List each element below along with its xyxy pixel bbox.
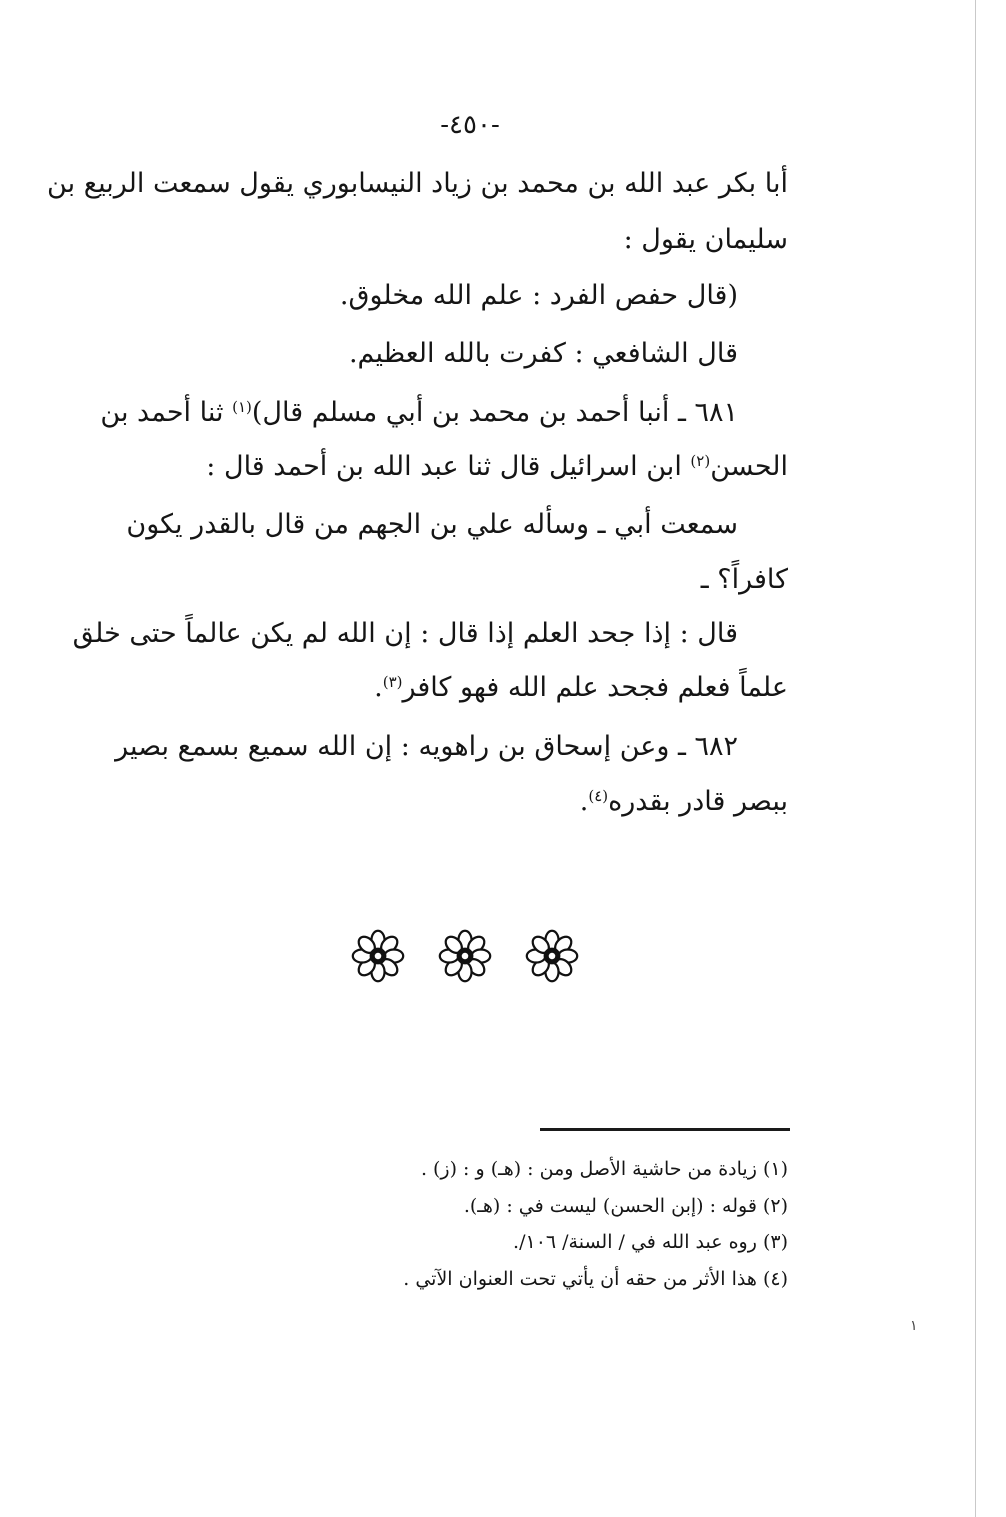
text-line-3: (قال حفص الفرد : علم الله مخلوق. bbox=[339, 280, 738, 311]
footnote-2: (٢) قوله : (إبن الحسن) ليست في : (هـ). bbox=[463, 1195, 788, 1217]
text-line-9: قال : إذا جحد العلم إذا قال : إن الله لم يكن عالماً حتى خلق bbox=[72, 618, 738, 649]
footnote-marker-4: (٤) bbox=[588, 787, 609, 805]
footnote-marker-1: (١) bbox=[232, 398, 252, 416]
text-line-5 bbox=[100, 393, 738, 433]
text-segment: ثنا أحمد بن bbox=[100, 397, 224, 428]
flower-ornament-icon bbox=[524, 928, 580, 984]
flower-ornament-icon bbox=[437, 928, 493, 984]
text-segment: . bbox=[579, 786, 589, 817]
text-segment: ٦٨١ ـ أنبا أحمد بن محمد بن أبي مسلم قال) bbox=[251, 397, 738, 428]
flower-ornament-icon bbox=[350, 928, 406, 984]
text-segment: الحسن bbox=[710, 451, 788, 482]
page-edge-line bbox=[975, 0, 976, 1517]
text-segment: ابن اسرائيل قال ثنا عبد الله بن أحمد قال : bbox=[206, 451, 682, 482]
text-line-10 bbox=[374, 668, 788, 708]
ornament-row bbox=[350, 926, 580, 986]
text-line-7: سمعت أبي ـ وسأله علي بن الجهم من قال بالقدر يكون bbox=[126, 509, 738, 540]
text-segment: ببصر قادر بقدره bbox=[608, 786, 788, 817]
footnote-1: (١) زيادة من حاشية الأصل ومن : (هـ) و : (ز) . bbox=[420, 1158, 788, 1180]
footnote-divider bbox=[540, 1128, 790, 1131]
page-number: -٤٥٠- bbox=[440, 110, 500, 140]
text-line-2: سليمان يقول : bbox=[623, 224, 788, 255]
footnote-4: (٤) هذا الأثر من حقه أن يأتي تحت العنوان الآتي . bbox=[403, 1268, 788, 1290]
footnote-3: (٣) روه عبد الله في / السنة/ ١٠٦/. bbox=[513, 1231, 788, 1253]
text-segment: علماً فعلم فجحد علم الله فهو كافر bbox=[402, 672, 788, 703]
text-line-8: كافراً؟ ـ bbox=[700, 564, 788, 595]
text-line-4: قال الشافعي : كفرت بالله العظيم. bbox=[348, 338, 738, 369]
edge-mark: ١ bbox=[910, 1318, 918, 1334]
text-line-1: أبا بكر عبد الله بن محمد بن زياد النيسابوري يقول سمعت الربيع بن bbox=[47, 168, 788, 199]
text-line-12 bbox=[580, 782, 788, 822]
text-segment: . bbox=[374, 672, 383, 703]
footnote-marker-3: (٣) bbox=[382, 673, 403, 691]
text-line-6 bbox=[206, 447, 788, 487]
footnote-marker-2: (٢) bbox=[690, 452, 711, 470]
text-line-11: ٦٨٢ ـ وعن إسحاق بن راهويه : إن الله سميع بسمع بصير bbox=[115, 731, 738, 762]
